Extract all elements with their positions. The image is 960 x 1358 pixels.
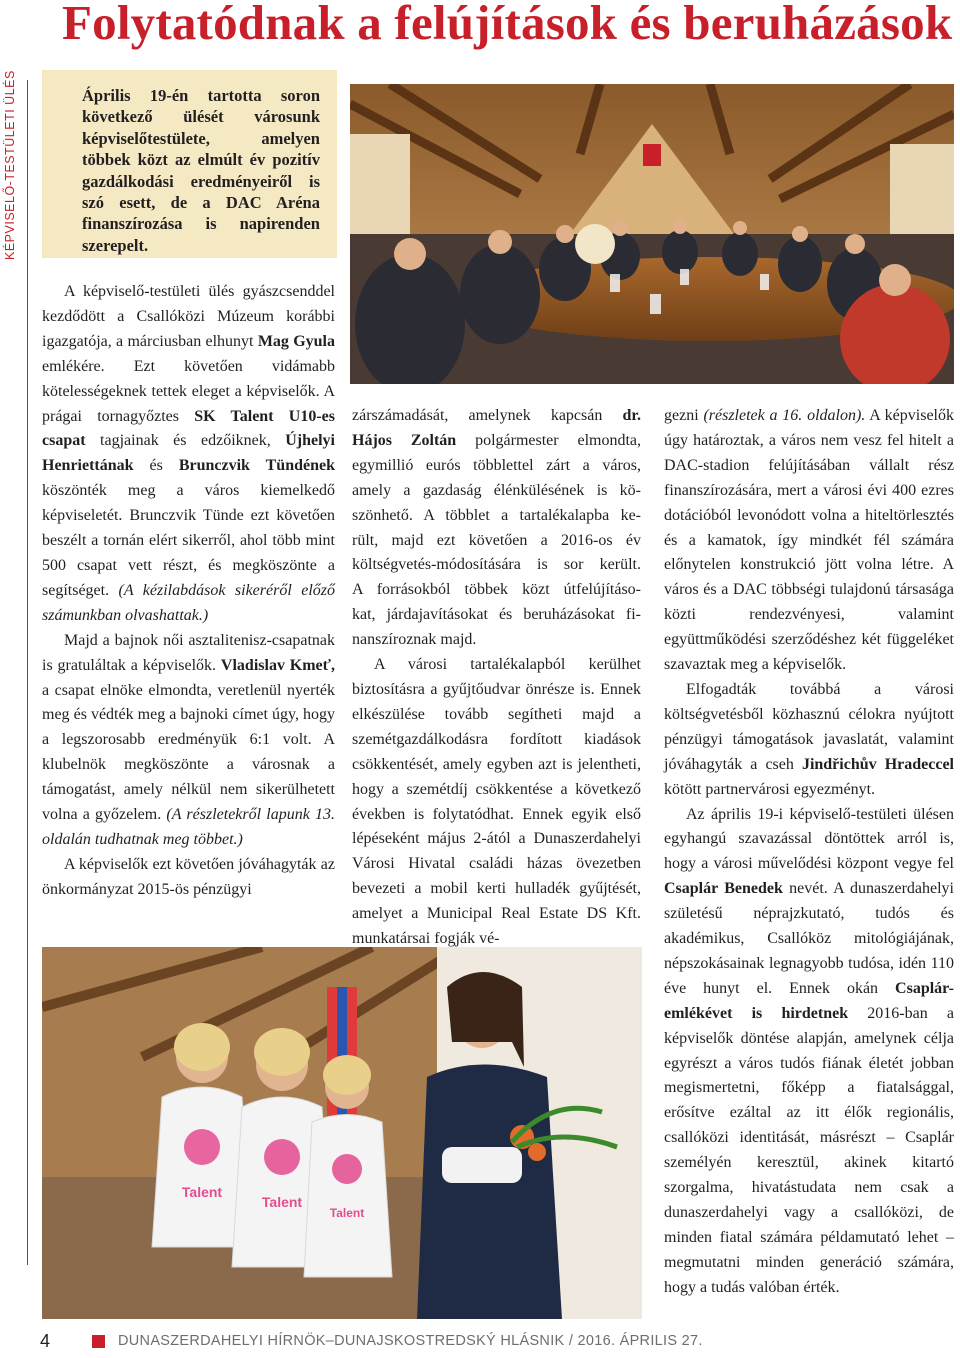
article-lines xyxy=(352,404,641,653)
article-line: zárszámadását, amelynek kapcsán dr. xyxy=(352,407,641,424)
article-line: rült, majd ezt követően a 2016-os év xyxy=(352,531,641,549)
article-column-3 xyxy=(664,404,954,1301)
article-paragraph: gezni (részletek a 16. oldalon). A képviselők úgy határoztak, a város nem vesz fel hitelt a DAC-stadion felújításában vállalt rész finanszírozására, mert a városi évi 400 ezres dotációból levonódott volna a hiteltörlesztés és a kamatok, így mindkét fél számára előnytelen konstrukció jött volna létre. A város és a DAC többségi tulajdonú társasága közti rendezvényesi, valamint együttműködési szerződéshez két függeléket szavaztak meg a képviselők. xyxy=(664,407,954,674)
footer-square-icon xyxy=(92,1335,105,1348)
lead-text: Április 19-én tartotta soron következő ülését városunk képviselőtestülete, amelyen többek közt az elmúlt év pozitív gazdálkodási eredményeiről is szó esett, de a DAC Aréna finanszírozása is napirenden szerepelt. xyxy=(82,86,320,255)
article-column-1 xyxy=(42,280,335,903)
article-line: amely a gazdaság élénkülésének is kö- xyxy=(352,481,641,499)
article-line: egymillió eurós többlettel zárt a város, xyxy=(352,456,641,474)
page-number: 4 xyxy=(40,1331,51,1351)
shirt-text: Talent xyxy=(181,1184,223,1200)
shirt-text: Talent xyxy=(261,1194,303,1210)
article-paragraph: A képviselő-testületi ülés gyászcsenddel kezdődött a Csallóközi Múzeum korábbi igazgatója, a márciusban elhunyt Mag Gyula emlékére. Ezt követően vidámabb kötelességeknek tettek eleget a képviselők. A prágai tornagyőztes SK Talent U10-es csapat tagjainak és edzőiknek, Újhelyi Henriettának és Brunczvik Tündének köszönték meg a város kiemelkedő képviseletét. Brunczvik Tünde ezt követően beszélt a tornán elért sikerről, ahol több mint 500 csapat vett részt, és megköszönte a segítséget. (A kézilabdások sikeréről előző számunkban olvashattak.) xyxy=(42,283,336,624)
page-title: Folytatódnak a felújítások és beruházások xyxy=(62,0,953,50)
article-line: Hájos Zoltán polgármester elmondta, xyxy=(352,431,642,449)
article-column-2 xyxy=(352,404,641,952)
article-paragraph: A városi tartalékalapból kerülhet biztosításra a gyűjtőudvar önrésze is. Ennek elkészülése tovább segítheti majd a szemétgazdálkodásra fordított kiadások csökkentését, amely egyben azt is jelentheti, hogy a szemétdíj csökkentése a következő években is folytatódhat. Ennek egyik első lépéseként május 2-ától a Dunaszerdahelyi Városi Hivatal családi házas övezetben bevezeti a mobil kerti hulladék gyűjtését, amelyet a Municipal Real Estate DS Kft. munkatársai fogják vé- xyxy=(352,656,641,948)
section-label: KÉPVISELŐ-TESTÜLETI ÜLÉS xyxy=(3,70,17,260)
council-meeting-photo xyxy=(350,84,954,384)
article-paragraph: Elfogadták továbbá a városi költségvetésből közhasznú célokra nyújtott pénzügyi támogatások javaslatát, valamint jóváhagyták a cseh Jindřichův Hradeccel kötött partnervárosi egyezményt. xyxy=(664,680,954,798)
article-line: A forrásokból többek közt útfelújításo- xyxy=(352,581,641,599)
page-footer xyxy=(0,1328,960,1358)
article-paragraph: Az április 19-i képviselő-testületi ülésen egyhangú szavazással döntöttek arról is, hogy a városi művelődési központ vegye fel Csaplár Benedek nevét. A dunaszerdahelyi születésű néprajzkutató, tudós és akadémikus, Csallóköz mitológiájának, népszokásainak legnagyobb tudósa, idén 110 éve hunyt el. Ennek okán Csaplár-emlékévet is hirdetnek 2016-ban a képviselők döntése alapján, amelynek célja egyrészt a város tudós fiának életét jobban megismertetni, főképp a fiatalsággal, erősítve ezáltal az itt élők regionális, csallóközi identitását, másrészt – Csaplár személyén keresztül, akinek kitartó szorgalma, hivatástudata nem csak a dunaszerdahelyi vagy a csallóközi, de minden fiatal számára példamutató lehet – megmutatni minden generáció számára, hogy a tudás valóban érték. xyxy=(664,805,954,1296)
shirt-text: Talent xyxy=(329,1206,365,1220)
section-divider xyxy=(27,80,28,1265)
article-paragraph: A képviselők ezt követően jóváhagyták az önkormányzat 2015-ös pénzügyi xyxy=(42,855,335,898)
article-line: nanszíroznak majd. xyxy=(352,631,477,649)
footer-text: DUNASZERDAHELYI HÍRNÖK–DUNAJSKOSTREDSKÝ HLÁSNIK / 2016. ÁPRILIS 27. xyxy=(118,1333,703,1349)
team-photo xyxy=(42,947,642,1319)
article-line: kat, járdajavításokat és beruházásokat fi- xyxy=(352,606,641,624)
article-line: költségvetés-módosítására is sor került. xyxy=(352,556,641,574)
article-paragraph: Majd a bajnok női asztalitenisz-csapatnak is gratuláltak a képviselők. Vladislav Kmeť, a csapat elnöke elmondta, veretlenül nyerték meg és védték meg a bajnoki címet úgy, hogy a legszorosabb eredményük 6:1 volt. A klubelnök megköszönte a városnak a támogatást, amely nélkül nem sikerülhetett volna a győzelem. (A részletekről lapunk 13. oldalán tudhatnak meg többet.) xyxy=(42,631,336,848)
lead-box xyxy=(42,70,337,258)
article-line: szönhető. A többlet a tartalékalapba ke- xyxy=(352,506,641,524)
